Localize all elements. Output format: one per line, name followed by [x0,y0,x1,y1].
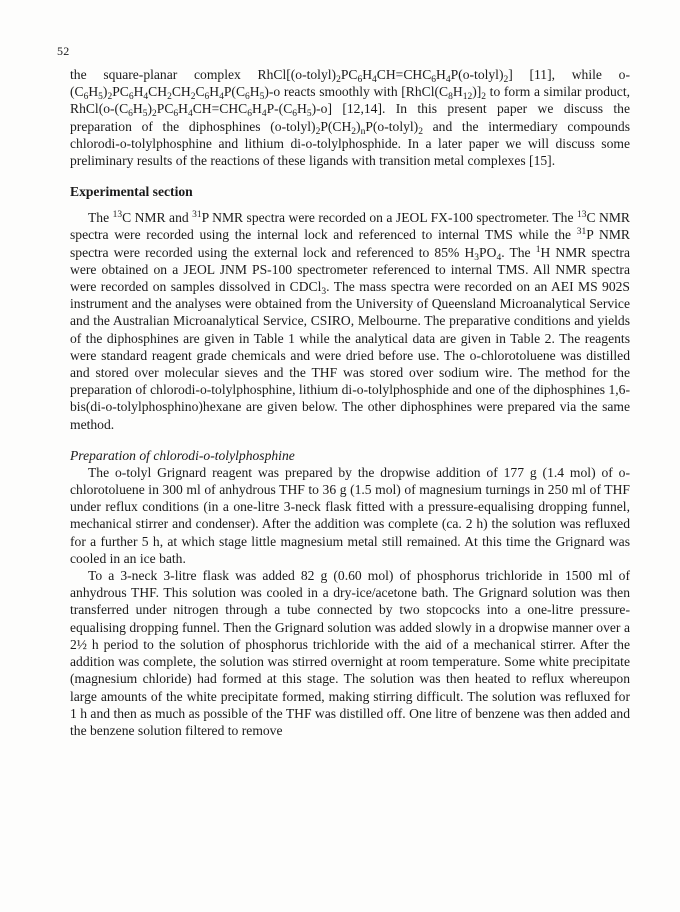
page-number: 52 [57,44,70,58]
subsection-heading-preparation: Preparation of chlorodi-o-tolylphosphine [70,447,295,463]
experimental-paragraph: The $^{13}$C NMR and $^{31}$P NMR spectra were recorded on a JEOL FX-100 spectrometer. The $^{13}$C NMR spectra were recorded using the internal lock and referenced to internal TMS while the $^{31}$P NMR spectra were recorded using the external lock and referenced to 85% $H_3PO_4$. The $^1$H NMR spectra were obtained on a JEOL JNM PS-100 spectrometer referenced to internal TMS. All NMR spectra were recorded on samples dissolved in CDCl$_3$. The mass spectra were recorded on an AEI MS 902S instrument and the analyses were obtained from the University of Queensland Microanalytical Service and the Australian Microanalytical Service, CSIRO, Melbourne. The preparative conditions and yields of the diphosphines are given in Table 1 while the analytical data are given in Table 2. The reagents were standard reagent grade chemicals and were dried before use. The o-chlorotoluene was distilled and stored over molecular sieves and the THF was stored over sodium wire. The method for the preparation of chlorodi-o-tolylphosphine, lithium di-o-tolylphosphide and one of the diphosphines 1,6-bis(di-o-tolylphosphino)hexane are given below. The other diphosphines were prepared via the same method. [70,210,630,432]
preparation-paragraph-1: The o-tolyl Grignard reagent was prepared by the dropwise addition of 177 g (1.4 mol) of o-chlorotoluene in 300 ml of anhydrous THF to 36 g (1.5 mol) of magnesium turnings in 250 ml of THF under reflux conditions (in a one-litre 3-neck flask fitted with a pressure-equalising dropping funnel, mechanical stirrer and condenser). After the addition was complete (ca. 2 h) the solution was refluxed for a further 5 h, at which stage little magnesium metal still remained. At this time the Grignard was cooled in an ice bath. [70,464,630,566]
section-heading-experimental: Experimental section [70,184,193,200]
intro-paragraph: the square-planar complex $RhCl[(o-tolyl)_2PC_6H_4CH=CHC_6H_4P(o-tolyl)_2]$ [11], while $o-(C_6H_5)_2PC_6H_4CH_2CH_2C_6H_4P(C_6H_5)-o$ reacts smoothly with $[RhCl(C_8H_{12})]_2$ to form a similar product, $RhCl(o-(C_6H_5)_2PC_6H_4CH=CHC_6H_4P-(C_6H_5)-o]$ [12,14]. In this present paper we discuss the preparation of the diphosphines $(o-tolyl)_2P(CH_2)_nP(o-tolyl)_2$ and the intermediary compounds chlorodi-o-tolylphosphine and lithium di-o-tolylphosphide. In a later paper we will discuss some preliminary results of the reactions of these ligands with transition metal complexes [15]. [70,67,631,169]
page-content [70,66,630,739]
preparation-paragraph-2: To a 3-neck 3-litre flask was added 82 g (0.60 mol) of phosphorus trichloride in 1500 ml of anhydrous THF. This solution was cooled in a dry-ice/acetone bath. The Grignard solution was then transferred under nitrogen through a tube connected by two stopcocks into a one-litre pressure-equalising dropping funnel. Then the Grignard solution was added slowly in a dropwise manner over a 2½ h period to the solution of phosphorus trichloride with the aid of a mechanical stirrer. After the addition was complete, the solution was stirred overnight at room temperature. Some white precipitate (magnesium chloride) had formed at this stage. The solution was then heated to reflux whereupon large amounts of the white precipitate formed, making stirring difficult. The solution was refluxed for 1 h and then as much as possible of the THF was distilled off. One litre of benzene was then added and the benzene solution filtered to remove [70,568,630,738]
